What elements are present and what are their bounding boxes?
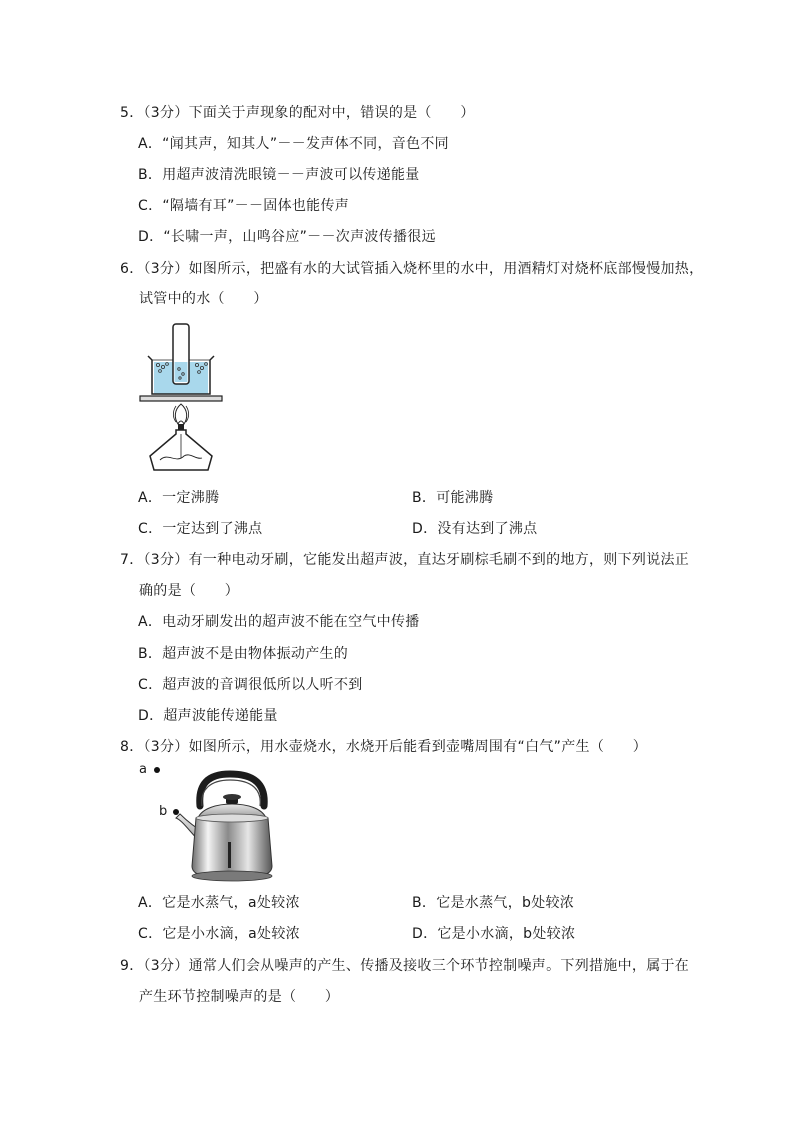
question-6-option-a: A．一定沸腾: [138, 490, 220, 506]
kettle-point-a-dot: [154, 767, 160, 773]
question-6-option-c: C．一定达到了沸点: [138, 521, 263, 537]
question-5-option-c: C．“隔墙有耳”－－固体也能传声: [138, 198, 350, 214]
question-6-stem: 6．（3分）如图所示，把盛有水的大试管插入烧杯里的水中，用酒精灯对烧杯底部慢慢加热，: [120, 261, 704, 277]
question-7-option-a: A．电动牙刷发出的超声波不能在空气中传播: [138, 614, 420, 630]
question-7-option-d: D．超声波能传递能量: [138, 708, 278, 724]
question-8-option-a: A．它是水蒸气，a处较浓: [138, 895, 300, 911]
question-7-stem-continued: 确的是（ ）: [139, 583, 240, 599]
wick: [178, 424, 184, 430]
stand-plate: [140, 396, 222, 401]
question-5-option-d: D．“长啸一声，山鸣谷应”－－次声波传播很远: [138, 229, 436, 245]
question-7-stem: 7．（3分）有一种电动牙刷，它能发出超声波，直达牙刷棕毛刷不到的地方，则下列说法正: [120, 552, 690, 568]
question-9-stem-continued: 产生环节控制噪声的是（ ）: [139, 989, 340, 1005]
question-7-option-b: B．超声波不是由物体振动产生的: [138, 646, 349, 662]
question-8-option-b: B．它是水蒸气，b处较浓: [412, 895, 575, 911]
question-5-option-b: B．用超声波清洗眼镜－－声波可以传递能量: [138, 167, 420, 183]
question-6-option-b: B．可能沸腾: [412, 490, 494, 506]
question-8-option-d: D．它是小水滴，b处较浓: [412, 926, 576, 942]
kettle-illustration: [172, 770, 282, 884]
question-9-stem: 9．（3分）通常人们会从噪声的产生、传播及接收三个环节控制噪声。下列措施中，属于在: [120, 958, 690, 974]
question-5-stem: 5．（3分）下面关于声现象的配对中，错误的是（ ）: [120, 105, 475, 121]
flame: [175, 404, 186, 424]
question-5-option-a: A．“闻其声，知其人”－－发声体不同，音色不同: [138, 136, 449, 152]
question-7-option-c: C．超声波的音调很低所以人听不到: [138, 677, 363, 693]
question-6-option-d: D．没有达到了沸点: [412, 521, 538, 537]
kettle-body: [192, 818, 272, 878]
kettle-point-b-label: b: [159, 804, 168, 819]
question-6-stem-continued: 试管中的水（ ）: [139, 291, 268, 307]
kettle-base: [192, 871, 272, 881]
question-8-stem: 8．（3分）如图所示，用水壶烧水，水烧开后能看到壶嘴周围有“白气”产生（ ）: [120, 739, 648, 755]
kettle-point-a-label: a: [139, 762, 147, 777]
question-8-option-c: C．它是小水滴，a处较浓: [138, 926, 300, 942]
beaker-heating-illustration: [136, 322, 226, 474]
